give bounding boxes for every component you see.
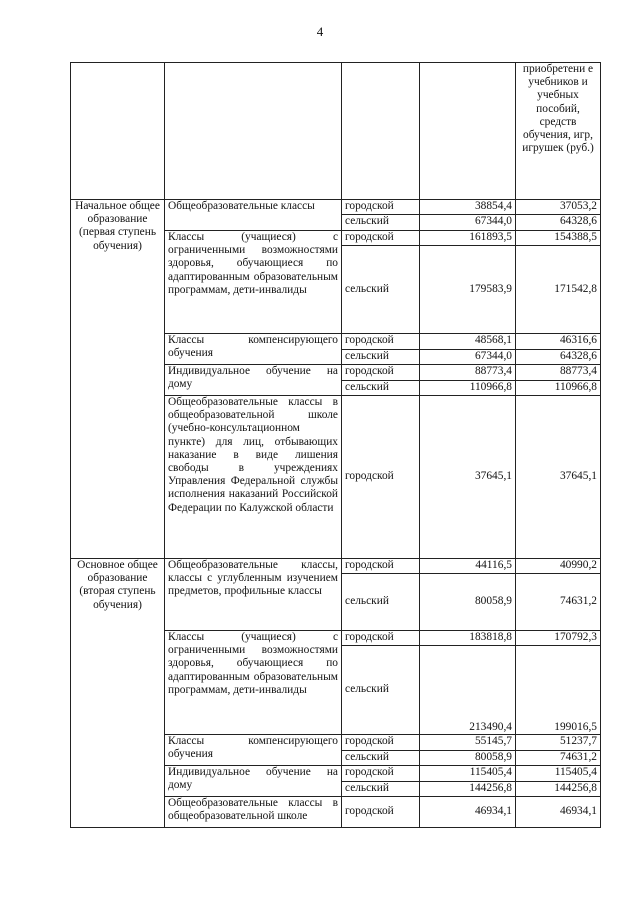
- funding-table: [70, 62, 601, 828]
- value-textbooks: 110966,8: [516, 381, 601, 396]
- location-cell: городской: [342, 396, 420, 559]
- value-norm: 213490,4: [420, 646, 516, 735]
- value-textbooks: 199016,5: [516, 646, 601, 735]
- header-cell-textbooks: приобретени е учебников и учебных пособий, средств обучения, игр, игрушек (руб.): [516, 63, 601, 200]
- value-textbooks: 171542,8: [516, 246, 601, 334]
- value-norm: 115405,4: [420, 766, 516, 782]
- location-cell: сельский: [342, 782, 420, 797]
- value-textbooks: 46316,6: [516, 334, 601, 350]
- table-row: [71, 559, 601, 574]
- category-individual: Индивидуальное обучение на дому: [165, 766, 342, 797]
- location-cell: сельский: [342, 350, 420, 365]
- value-textbooks: 46934,1: [516, 797, 601, 828]
- category-disabled: Классы (учащиеся) с ограниченными возможностями здоровья, обучающиеся по адаптированным образовательным программам, дети-инвалиды: [165, 231, 342, 334]
- value-norm: 37645,1: [420, 396, 516, 559]
- header-cell-category: [165, 63, 342, 200]
- table-header-row: [71, 63, 601, 200]
- location-cell: сельский: [342, 381, 420, 396]
- location-cell: городской: [342, 766, 420, 782]
- location-cell: городской: [342, 365, 420, 381]
- value-textbooks: 170792,3: [516, 631, 601, 646]
- location-cell: сельский: [342, 751, 420, 766]
- location-cell: сельский: [342, 246, 420, 334]
- value-norm: 46934,1: [420, 797, 516, 828]
- category-disabled: Классы (учащиеся) с ограниченными возможностями здоровья, обучающиеся по адаптированным образовательным программам, дети-инвалиды: [165, 631, 342, 735]
- value-norm: 183818,8: [420, 631, 516, 646]
- stage-basic: Основное общее образование (вторая ступень обучения): [71, 559, 165, 828]
- value-norm: 67344,0: [420, 215, 516, 231]
- value-norm: 48568,1: [420, 334, 516, 350]
- value-norm: 144256,8: [420, 782, 516, 797]
- value-textbooks: 51237,7: [516, 735, 601, 751]
- value-textbooks: 64328,6: [516, 350, 601, 365]
- value-textbooks: 37053,2: [516, 200, 601, 215]
- value-textbooks: 64328,6: [516, 215, 601, 231]
- location-cell: городской: [342, 200, 420, 215]
- value-norm: 110966,8: [420, 381, 516, 396]
- value-norm: 161893,5: [420, 231, 516, 246]
- location-cell: сельский: [342, 215, 420, 231]
- location-cell: сельский: [342, 574, 420, 631]
- value-norm: 80058,9: [420, 574, 516, 631]
- stage-primary: Начальное общее образование (первая ступень обучения): [71, 200, 165, 559]
- page-number: 4: [316, 24, 324, 39]
- header-cell-location: [342, 63, 420, 200]
- category-penal: Общеобразовательные классы в общеобразовательной школе (учебно-консультационном пункте) для лиц, отбывающих наказание в виде лишения свободы в учреждениях Управления Федеральной службы исполнения наказаний Российской Федерации по Калужской области: [165, 396, 342, 559]
- location-cell: городской: [342, 631, 420, 646]
- category-general: Общеобразовательные классы: [165, 200, 342, 231]
- value-textbooks: 74631,2: [516, 574, 601, 631]
- category-general: Общеобразовательные классы, классы с углубленным изучением предметов, профильные классы: [165, 559, 342, 631]
- value-textbooks: 74631,2: [516, 751, 601, 766]
- value-norm: 67344,0: [420, 350, 516, 365]
- header-cell-stage: [71, 63, 165, 200]
- category-individual: Индивидуальное обучение на дому: [165, 365, 342, 396]
- value-textbooks: 144256,8: [516, 782, 601, 797]
- value-textbooks: 154388,5: [516, 231, 601, 246]
- value-norm: 55145,7: [420, 735, 516, 751]
- value-textbooks: 37645,1: [516, 396, 601, 559]
- value-norm: 88773,4: [420, 365, 516, 381]
- location-cell: сельский: [342, 646, 420, 735]
- location-cell: городской: [342, 735, 420, 751]
- value-textbooks: 88773,4: [516, 365, 601, 381]
- location-cell: городской: [342, 559, 420, 574]
- value-norm: 179583,9: [420, 246, 516, 334]
- category-penal: Общеобразовательные классы в общеобразовательной школе: [165, 797, 342, 828]
- value-textbooks: 115405,4: [516, 766, 601, 782]
- location-cell: городской: [342, 797, 420, 828]
- location-cell: городской: [342, 334, 420, 350]
- value-norm: 80058,9: [420, 751, 516, 766]
- value-norm: 38854,4: [420, 200, 516, 215]
- category-compensating: Классы компенсирующего обучения: [165, 334, 342, 365]
- header-cell-norm: [420, 63, 516, 200]
- value-norm: 44116,5: [420, 559, 516, 574]
- location-cell: городской: [342, 231, 420, 246]
- table-row: [71, 200, 601, 215]
- category-compensating: Классы компенсирующего обучения: [165, 735, 342, 766]
- value-textbooks: 40990,2: [516, 559, 601, 574]
